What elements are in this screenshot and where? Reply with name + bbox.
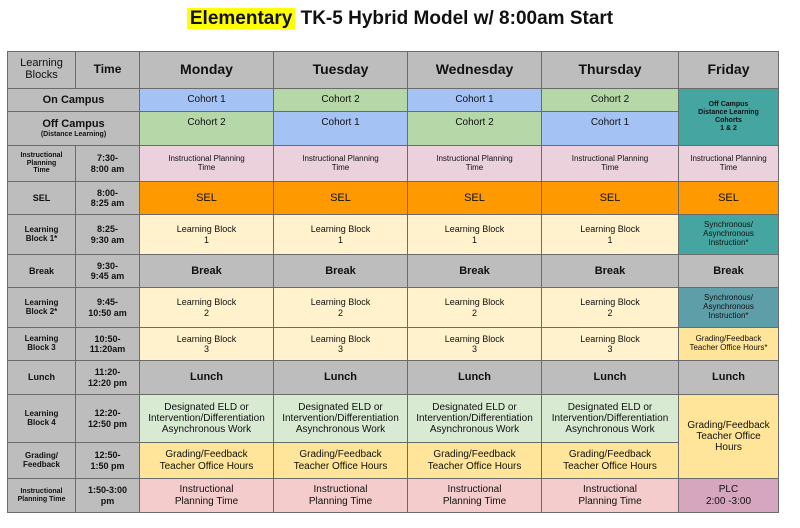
break-friday: Break <box>679 255 779 288</box>
block2-label: Learning Block 2* <box>8 288 76 328</box>
lunch-wednesday: Lunch <box>408 361 542 395</box>
block2-monday: Learning Block 2 <box>140 288 274 328</box>
row-on-campus <box>8 89 779 112</box>
header-learning-blocks: Learning Blocks <box>8 52 76 89</box>
block3-thursday: Learning Block 3 <box>542 328 679 361</box>
on-campus-tuesday: Cohort 2 <box>274 89 408 112</box>
block4-thursday: Designated ELD or Intervention/Differentiation Asynchronous Work <box>542 395 679 443</box>
planning-tuesday: Instructional Planning Time <box>274 146 408 182</box>
block4-wednesday: Designated ELD or Intervention/Differentiation Asynchronous Work <box>408 395 542 443</box>
header-monday: Monday <box>140 52 274 89</box>
block4-label: Learning Block 4 <box>8 395 76 443</box>
title-highlight: Elementary <box>187 8 295 29</box>
row-block2 <box>8 288 779 328</box>
block3-label: Learning Block 3 <box>8 328 76 361</box>
planning-time: 7:30- 8:00 am <box>76 146 140 182</box>
final-planning-friday: PLC 2:00 -3:00 <box>679 479 779 513</box>
header-thursday: Thursday <box>542 52 679 89</box>
block2-wednesday: Learning Block 2 <box>408 288 542 328</box>
block4-tuesday: Designated ELD or Intervention/Differentiation Asynchronous Work <box>274 395 408 443</box>
block1-tuesday: Learning Block 1 <box>274 215 408 255</box>
header-time: Time <box>76 52 140 89</box>
planning-thursday: Instructional Planning Time <box>542 146 679 182</box>
lunch-friday: Lunch <box>679 361 779 395</box>
block1-label: Learning Block 1* <box>8 215 76 255</box>
grading-wednesday: Grading/Feedback Teacher Office Hours <box>408 443 542 479</box>
row-planning <box>8 146 779 182</box>
grading-label: Grading/ Feedback <box>8 443 76 479</box>
planning-friday: Instructional Planning Time <box>679 146 779 182</box>
final-planning-tuesday: Instructional Planning Time <box>274 479 408 513</box>
final-planning-label: Instructional Planning Time <box>8 479 76 513</box>
block2-tuesday: Learning Block 2 <box>274 288 408 328</box>
final-planning-thursday: Instructional Planning Time <box>542 479 679 513</box>
row-sel <box>8 182 779 215</box>
off-campus-wednesday: Cohort 2 <box>408 112 542 146</box>
off-campus-tuesday: Cohort 1 <box>274 112 408 146</box>
break-label: Break <box>8 255 76 288</box>
break-wednesday: Break <box>408 255 542 288</box>
block1-friday: Synchronous/ Asynchronous Instruction* <box>679 215 779 255</box>
row-grading <box>8 443 779 479</box>
friday-off-campus: Off Campus Distance Learning Cohorts 1 & 2 <box>679 89 779 146</box>
planning-monday: Instructional Planning Time <box>140 146 274 182</box>
header-row <box>8 52 779 89</box>
block1-monday: Learning Block 1 <box>140 215 274 255</box>
break-monday: Break <box>140 255 274 288</box>
row-block3 <box>8 328 779 361</box>
break-thursday: Break <box>542 255 679 288</box>
sel-tuesday: SEL <box>274 182 408 215</box>
off-campus-title: Off Campus <box>42 118 105 131</box>
lunch-monday: Lunch <box>140 361 274 395</box>
off-campus-sublabel: (Distance Learning) <box>40 130 107 138</box>
lunch-label: Lunch <box>8 361 76 395</box>
block2-time: 9:45- 10:50 am <box>76 288 140 328</box>
final-planning-wednesday: Instructional Planning Time <box>408 479 542 513</box>
lunch-tuesday: Lunch <box>274 361 408 395</box>
sel-monday: SEL <box>140 182 274 215</box>
block3-monday: Learning Block 3 <box>140 328 274 361</box>
on-campus-label: On Campus <box>8 89 140 112</box>
block3-friday: Grading/Feedback Teacher Office Hours* <box>679 328 779 361</box>
block3-time: 10:50- 11:20am <box>76 328 140 361</box>
break-tuesday: Break <box>274 255 408 288</box>
off-campus-thursday: Cohort 1 <box>542 112 679 146</box>
on-campus-thursday: Cohort 2 <box>542 89 679 112</box>
final-planning-monday: Instructional Planning Time <box>140 479 274 513</box>
header-tuesday: Tuesday <box>274 52 408 89</box>
block1-wednesday: Learning Block 1 <box>408 215 542 255</box>
block3-tuesday: Learning Block 3 <box>274 328 408 361</box>
header-friday: Friday <box>679 52 779 89</box>
sel-label: SEL <box>8 182 76 215</box>
break-time: 9:30- 9:45 am <box>76 255 140 288</box>
planning-label: Instructional Planning Time <box>8 146 76 182</box>
block1-thursday: Learning Block 1 <box>542 215 679 255</box>
block4-friday: Grading/Feedback Teacher Office Hours <box>679 395 779 479</box>
on-campus-wednesday: Cohort 1 <box>408 89 542 112</box>
sel-thursday: SEL <box>542 182 679 215</box>
final-planning-time: 1:50-3:00 pm <box>76 479 140 513</box>
row-final-planning <box>8 479 779 513</box>
block4-monday: Designated ELD or Intervention/Differentiation Asynchronous Work <box>140 395 274 443</box>
block3-wednesday: Learning Block 3 <box>408 328 542 361</box>
block4-time: 12:20- 12:50 pm <box>76 395 140 443</box>
lunch-time: 11:20- 12:20 pm <box>76 361 140 395</box>
row-break <box>8 255 779 288</box>
row-lunch <box>8 361 779 395</box>
sel-time: 8:00- 8:25 am <box>76 182 140 215</box>
grading-monday: Grading/Feedback Teacher Office Hours <box>140 443 274 479</box>
off-campus-label <box>8 112 140 146</box>
on-campus-monday: Cohort 1 <box>140 89 274 112</box>
sel-wednesday: SEL <box>408 182 542 215</box>
page-title <box>0 6 800 32</box>
sel-friday: SEL <box>679 182 779 215</box>
grading-tuesday: Grading/Feedback Teacher Office Hours <box>274 443 408 479</box>
lunch-thursday: Lunch <box>542 361 679 395</box>
block2-thursday: Learning Block 2 <box>542 288 679 328</box>
title-rest: TK-5 Hybrid Model w/ 8:00am Start <box>295 8 614 29</box>
schedule-table <box>7 51 779 513</box>
grading-thursday: Grading/Feedback Teacher Office Hours <box>542 443 679 479</box>
row-block1 <box>8 215 779 255</box>
block1-time: 8:25- 9:30 am <box>76 215 140 255</box>
header-wednesday: Wednesday <box>408 52 542 89</box>
row-off-campus <box>8 112 779 146</box>
off-campus-monday: Cohort 2 <box>140 112 274 146</box>
planning-wednesday: Instructional Planning Time <box>408 146 542 182</box>
block2-friday: Synchronous/ Asynchronous Instruction* <box>679 288 779 328</box>
row-block4 <box>8 395 779 443</box>
grading-time: 12:50- 1:50 pm <box>76 443 140 479</box>
